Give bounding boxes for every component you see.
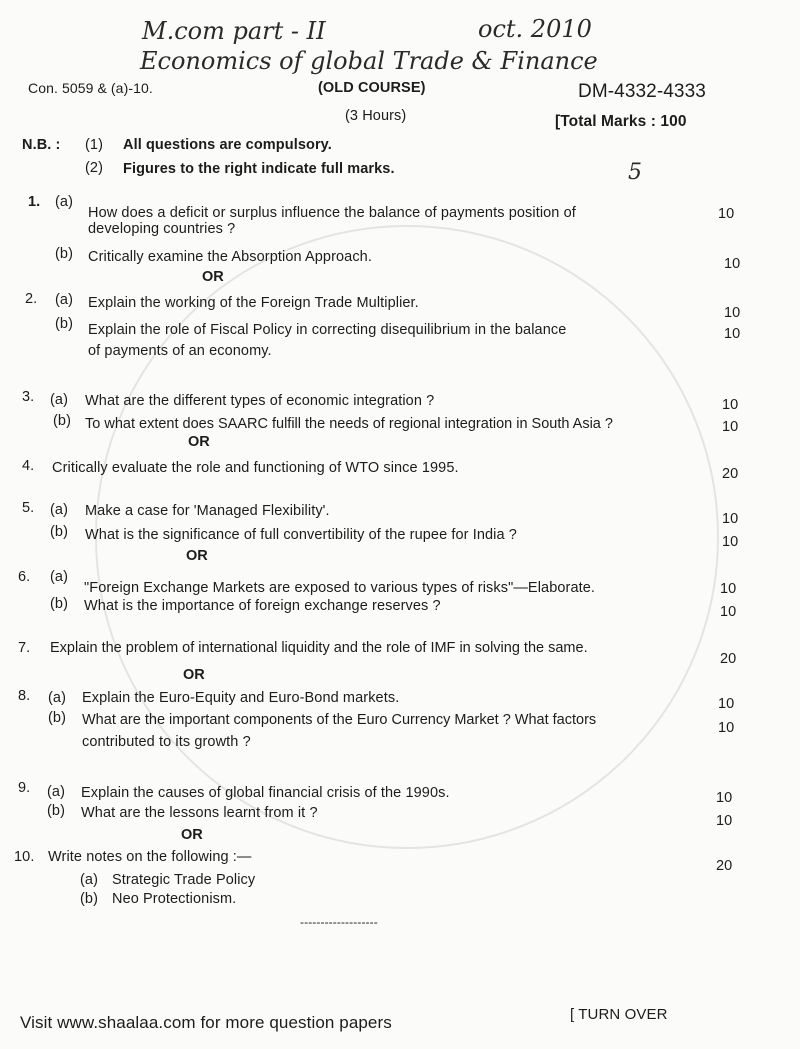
q3a-label: (a) [50,392,69,408]
q8a-marks: 10 [718,696,735,712]
q2-number: 2. [25,291,38,307]
q2a-label: (a) [55,292,74,308]
handwritten-course: M.com part - II [142,17,326,45]
q9b-text: What are the lessons learnt from it ? [81,805,318,821]
handwritten-subject: Economics of global Trade & Finance [140,47,598,75]
q9a-marks: 10 [716,790,733,806]
q8b-text-cont: contributed to its growth ? [82,734,251,750]
q9b-label: (b) [47,803,66,819]
q5a-marks: 10 [722,511,739,527]
q1b-label: (b) [55,246,74,262]
q3b-text: To what extent does SAARC fulfill the needs of regional integration in South Asia ? [85,416,613,432]
q1a-text-cont: developing countries ? [88,221,236,237]
paper-code: DM-4332-4333 [578,81,706,102]
q10a-label: (a) [80,872,99,888]
q4-number: 4. [22,458,35,474]
q2a-marks: 10 [724,305,741,321]
q2b-text-cont: of payments of an economy. [88,343,272,359]
q10a-text: Strategic Trade Policy [112,872,256,888]
q9a-label: (a) [47,784,66,800]
q6a-text: "Foreign Exchange Markets are exposed to various types of risks"—Elaborate. [84,580,596,596]
q2b-marks: 10 [724,326,741,342]
q6b-text: What is the importance of foreign exchange reserves ? [84,598,441,614]
q7-marks: 20 [720,651,737,667]
handwritten-date: oct. 2010 [478,15,592,43]
q2b-text: Explain the role of Fiscal Policy in correcting disequilibrium in the balance [88,322,567,338]
or-divider: OR [183,667,205,683]
q3a-text: What are the different types of economic integration ? [85,393,435,409]
q8b-label: (b) [48,710,67,726]
q8b-marks: 10 [718,720,735,736]
total-marks: [Total Marks : 100 [555,113,687,130]
q10-marks: 20 [716,858,733,874]
q7-text: Explain the problem of international liquidity and the role of IMF in solving the same. [50,640,588,656]
q9-number: 9. [18,780,31,796]
q2a-text: Explain the working of the Foreign Trade Multiplier. [88,295,419,311]
q6a-label: (a) [50,569,69,585]
q6a-marks: 10 [720,581,737,597]
or-divider: OR [188,434,210,450]
q4-text: Critically evaluate the role and functioning of WTO since 1995. [52,460,459,476]
q1b-marks: 10 [724,256,741,272]
q8a-label: (a) [48,690,67,706]
q9b-marks: 10 [716,813,733,829]
q4-marks: 20 [722,466,739,482]
or-divider: OR [186,548,208,564]
note-2: Figures to the right indicate full marks. [123,161,395,177]
q8a-text: Explain the Euro-Equity and Euro-Bond markets. [82,690,400,706]
or-divider: OR [181,827,203,843]
q3-number: 3. [22,389,35,405]
q1a-label: (a) [55,194,74,210]
q6b-label: (b) [50,596,69,612]
duration: (3 Hours) [345,108,407,124]
q6-number: 6. [18,569,31,585]
q2b-label: (b) [55,316,74,332]
q8b-text: What are the important components of the Euro Currency Market ? What factors [82,712,597,728]
exam-code: Con. 5059 & (a)-10. [28,80,153,96]
q8-number: 8. [18,688,31,704]
or-divider: OR [202,269,224,285]
q6b-marks: 10 [720,604,737,620]
end-rule: ------------------- [300,915,378,929]
note-1: All questions are compulsory. [123,137,332,153]
note-2-num: (2) [85,160,104,176]
q3b-label: (b) [53,413,72,429]
q5b-text: What is the significance of full convertibility of the rupee for India ? [85,527,517,543]
q10-text: Write notes on the following :— [48,849,252,865]
q10-number: 10. [14,849,35,865]
q7-number: 7. [18,640,31,656]
q1-number: 1. [28,194,41,210]
q1b-text: Critically examine the Absorption Approach. [88,249,372,265]
note-1-num: (1) [85,137,104,153]
q9a-text: Explain the causes of global financial crisis of the 1990s. [81,785,450,801]
q5b-marks: 10 [722,534,739,550]
course-type: (OLD COURSE) [318,80,426,96]
q10b-text: Neo Protectionism. [112,891,237,907]
q5a-text: Make a case for 'Managed Flexibility'. [85,503,330,519]
q3a-marks: 10 [722,397,739,413]
handwritten-mark: 5 [628,160,642,185]
q10b-label: (b) [80,891,99,907]
nb-label: N.B. : [22,137,61,153]
footer-visit-text: Visit www.shaalaa.com for more question papers [20,1013,392,1032]
turn-over: [ TURN OVER [570,1006,668,1023]
q5b-label: (b) [50,524,69,540]
q5a-label: (a) [50,502,69,518]
q1a-marks: 10 [718,206,735,222]
q1a-text: How does a deficit or surplus influence the balance of payments position of [88,205,576,221]
q3b-marks: 10 [722,419,739,435]
q5-number: 5. [22,500,35,516]
